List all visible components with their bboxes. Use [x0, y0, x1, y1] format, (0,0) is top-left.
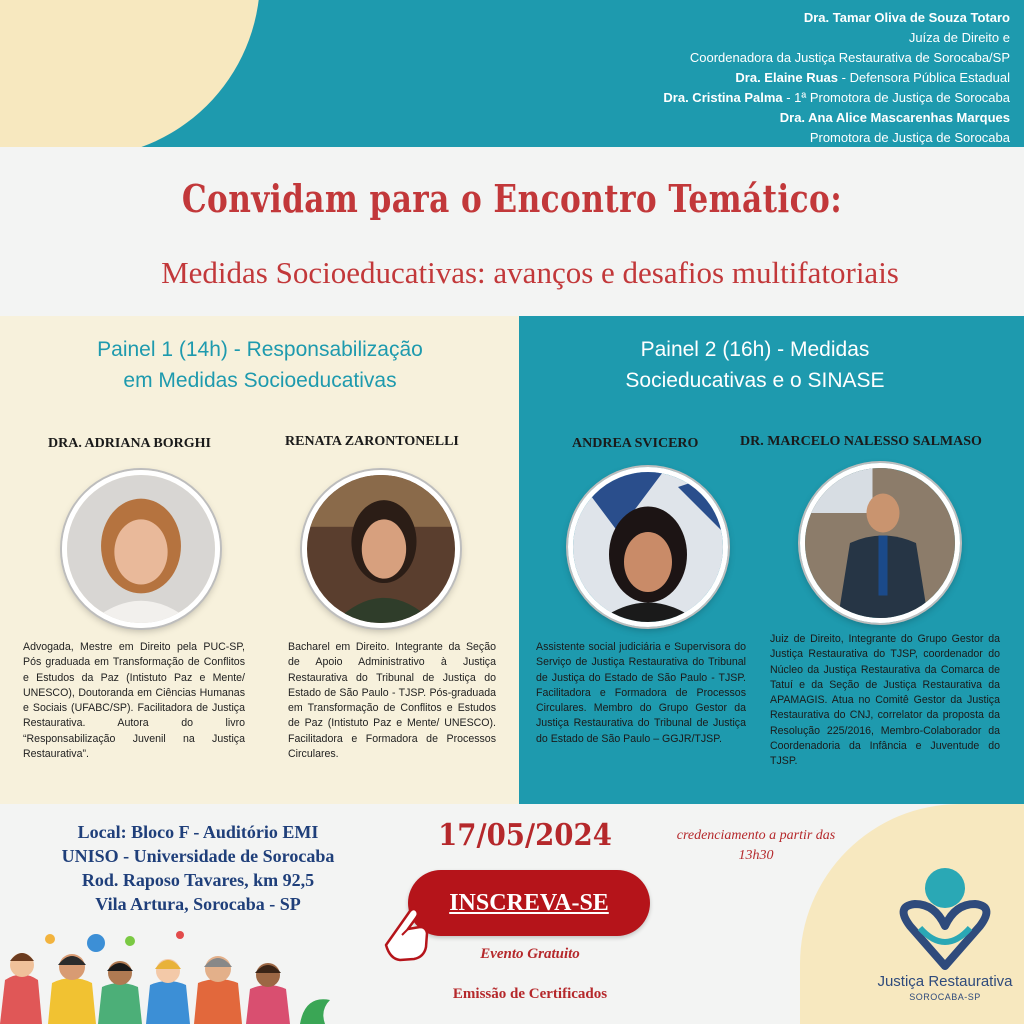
speaker-photo-renata	[302, 470, 460, 628]
page-title: Convidam para o Encontro Temático:	[181, 176, 843, 221]
free-event-label: Evento Gratuito	[480, 946, 580, 962]
organizer-line: Dra. Cristina Palma - 1ª Promotora de Justiça de Sorocaba	[663, 90, 1010, 105]
decorative-blob	[0, 0, 283, 147]
event-location	[38, 820, 358, 916]
speaker-bio-marcelo: Juiz de Direito, Integrante do Grupo Gestor da Justiça Restaurativa do TJSP, coordenador do Núcleo da Justiça Restaurativa da Comarca de Tatuí e da Seção de Justiça Restaurativa da APAMAGIS. Atua no Comitê Gestor da Justiça Restaurativa do CNJ, correlator da proposta da Resolução 225/2016, Membro-Colaborador da Coordenadoria da Infância e Juventude do TJSP.	[770, 633, 1000, 768]
credenciamento-line: credenciamento a partir das	[676, 828, 836, 843]
header-band	[0, 0, 1024, 147]
speaker-bio-andrea: Assistente social judiciária e Supervisora do Serviço de Justiça Restaurativa do Tribunal de Justiça do Estado de São Paulo - TJSP. Facilitadora e Formadora de Processos Circulares. Membro do Grupo Gestor da Justiça Restaurativa do Tribunal de Justiça do Estado de São Paulo – GGJR/TJSP.	[536, 641, 746, 745]
organizer-line: Juíza de Direito e	[908, 30, 1010, 45]
organizer-line: Dra. Elaine Ruas - Defensora Pública Estadual	[735, 70, 1010, 85]
panel-1-title-line: em Medidas Socioeducativas	[123, 369, 397, 392]
organizer-line: Coordenadora da Justiça Restaurativa de Sorocaba/SP	[689, 50, 1010, 65]
crowd-illustration	[0, 925, 340, 1024]
speaker-name-andrea: ANDREA SVICERO	[572, 436, 699, 451]
organizer-line: Dra. Tamar Oliva de Souza Totaro	[803, 10, 1010, 25]
speaker-bio-adriana: Advogada, Mestre em Direito pela PUC-SP, Pós graduada em Transformação de Conflitos e Estudos da Paz (Intistuto Paz e Mente/ UNESCO), Doutoranda em Ciências Humanas e Sociais (UFABC/SP). Facilitadora de Justiça Restaurativa. Autora do livro “Responsabilização Juvenil na Justiça Restaurativa”.	[23, 641, 245, 761]
event-date: 17/05/2024	[438, 818, 612, 853]
panel-2-title-line: Socieducativas e o SINASE	[625, 369, 885, 392]
speaker-name-adriana: DRA. ADRIANA BORGHI	[48, 436, 211, 451]
organizer-line: Promotora de Justiça de Sorocaba	[809, 130, 1010, 145]
location-line: Rod. Raposo Tavares, km 92,5	[81, 870, 315, 890]
speaker-photo-adriana	[62, 470, 220, 628]
organizer-line: Dra. Ana Alice Mascarenhas Marques	[779, 110, 1010, 125]
panel-1-title	[40, 334, 480, 396]
location-line: Vila Artura, Sorocaba - SP	[95, 894, 301, 914]
organizers-list	[663, 8, 1010, 147]
speaker-photo-andrea	[568, 467, 728, 627]
logo-name: Justiça Restaurativa	[877, 973, 1013, 990]
speaker-bio-renata: Bacharel em Direito. Integrante da Seção de Apoio Administrativo à Justiça Restaurativa do Tribunal de Justiça do Estado de São Paulo - TJSP. Pós-graduada em Transformação de Conflitos e Estudos de Paz (Intistuto Paz e Mente/ UNESCO). Facilitadora e Formadora de Processos Circulares.	[288, 641, 496, 761]
certificates-label: Emissão de Certificados	[452, 986, 608, 1002]
credenciamento-line: 13h30	[738, 848, 774, 863]
speaker-name-marcelo: DR. MARCELO NALESSO SALMASO	[740, 434, 982, 449]
location-line: UNISO - Universidade de Sorocaba	[61, 846, 335, 866]
logo-subtitle: SOROCABA-SP	[909, 992, 981, 1002]
credenciamento-note	[646, 826, 866, 866]
location-line: Local: Bloco F - Auditório EMI	[77, 822, 319, 842]
panel-2-title	[540, 334, 970, 396]
panel-2-title-line: Painel 2 (16h) - Medidas	[640, 338, 870, 361]
page-subtitle: Medidas Socioeducativas: avanços e desafios multifatoriais	[161, 255, 899, 290]
panel-1-title-line: Painel 1 (14h) - Responsabilização	[97, 338, 423, 361]
register-button[interactable]: INSCREVA-SE	[408, 870, 650, 936]
speaker-photo-marcelo	[800, 463, 960, 623]
speaker-name-renata: RENATA ZARONTONELLI	[285, 434, 459, 449]
